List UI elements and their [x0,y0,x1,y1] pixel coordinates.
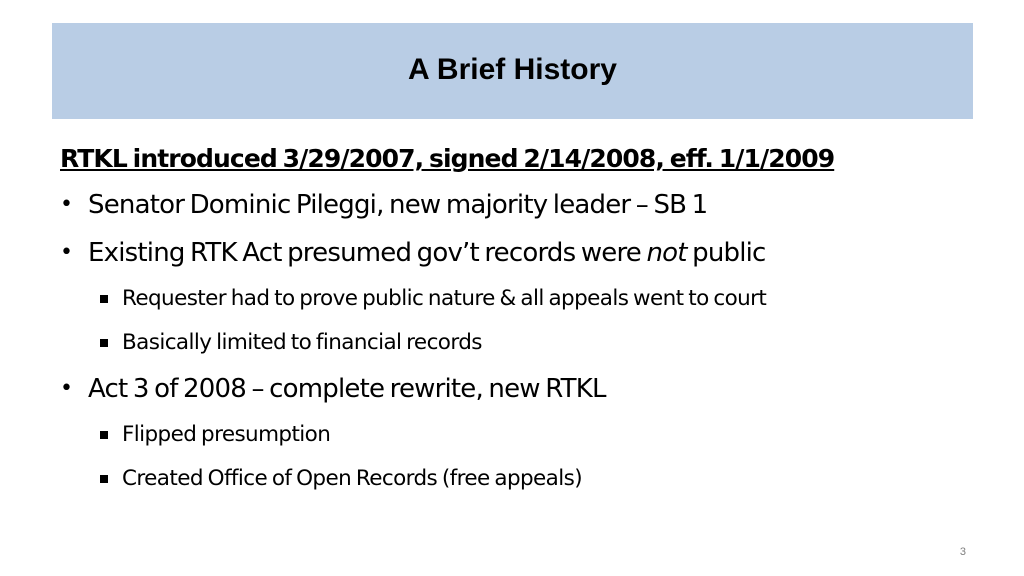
bullet-item [60,229,960,277]
page-number: 3 [959,546,966,558]
bullet-text-after: public [686,238,766,268]
sub-bullet-text: Flipped presumption [122,422,331,447]
sub-bullet-item [60,321,960,365]
title-bar [52,23,973,119]
sub-bullet-item [60,277,960,321]
bullet-emphasis: not [646,238,687,268]
sub-bullet-text: Requester had to prove public nature & all appeals went to court [122,286,767,311]
sub-bullet-text: Basically limited to financial records [122,330,482,355]
sub-bullet-text: Created Office of Open Records (free appeals) [122,466,583,491]
square-bullet-icon [100,475,108,483]
sub-bullet-item [60,457,960,501]
slide-title: A Brief History [408,53,617,86]
square-bullet-icon [100,431,108,439]
bullet-dot-icon: • [60,240,73,265]
bullet-dot-icon: • [60,192,73,217]
section-heading: RTKL introduced 3/29/2007, signed 2/14/2008, eff. 1/1/2009 [60,144,835,173]
bullet-item [60,365,960,413]
bullet-text: Act 3 of 2008 – complete rewrite, new RTKL [88,374,606,404]
bullet-text-before: Existing RTK Act presumed gov’t records were [88,238,647,268]
square-bullet-icon [100,295,108,303]
sub-bullet-item [60,413,960,457]
square-bullet-icon [100,339,108,347]
slide-body [60,137,960,501]
bullet-item [60,181,960,229]
bullet-text: Senator Dominic Pileggi, new majority leader – SB 1 [88,190,708,220]
bullet-dot-icon: • [60,376,73,401]
